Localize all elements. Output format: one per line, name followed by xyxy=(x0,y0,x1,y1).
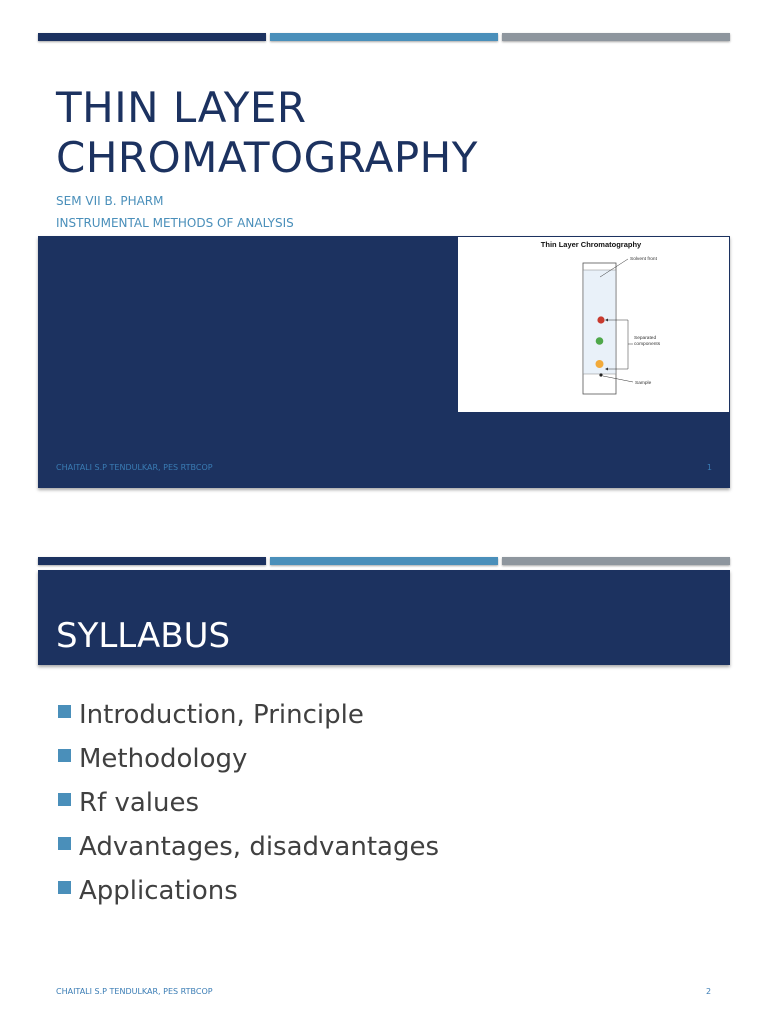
list-item xyxy=(58,830,439,874)
diagram-title: Thin Layer Chromatography xyxy=(540,240,642,249)
syllabus-heading: SYLLABUS xyxy=(56,616,231,656)
accent-bar-navy xyxy=(38,33,266,41)
bullet-square-icon xyxy=(58,793,71,806)
list-item-text: Methodology xyxy=(79,744,248,774)
bullet-square-icon xyxy=(58,881,71,894)
accent-bars xyxy=(38,33,730,41)
accent-bar-gray xyxy=(502,557,730,565)
label-components: components xyxy=(634,342,661,347)
list-item-text: Introduction, Principle xyxy=(79,700,364,730)
accent-bars-slide2 xyxy=(38,557,730,565)
list-item xyxy=(58,742,439,786)
accent-bar-gray xyxy=(502,33,730,41)
accent-bar-blue xyxy=(270,33,498,41)
spot-green xyxy=(596,337,604,345)
footer-page-number: 1 xyxy=(706,463,712,472)
label-solvent-front: Solvent front xyxy=(630,257,657,262)
subtitle-subject: INSTRUMENTAL METHODS OF ANALYSIS xyxy=(56,216,294,230)
footer-author: CHAITALI S.P TENDULKAR, PES RTBCOP xyxy=(56,463,213,472)
footer-author-slide2: CHAITALI S.P TENDULKAR, PES RTBCOP xyxy=(56,987,213,996)
list-item xyxy=(58,874,439,918)
sample-point xyxy=(599,373,602,376)
list-item xyxy=(58,698,439,742)
accent-bar-blue xyxy=(270,557,498,565)
title-line-1: THIN LAYER xyxy=(56,83,307,132)
syllabus-header xyxy=(38,570,730,665)
bullet-square-icon xyxy=(58,837,71,850)
title-panel xyxy=(38,236,730,488)
list-item xyxy=(58,786,439,830)
list-item-text: Rf values xyxy=(79,788,200,818)
tlc-diagram xyxy=(458,237,729,412)
syllabus-list xyxy=(58,698,439,918)
footer-page-number-slide2: 2 xyxy=(706,987,712,996)
spot-red xyxy=(597,316,604,323)
bullet-square-icon xyxy=(58,749,71,762)
subtitle-course: SEM VII B. PHARM xyxy=(56,194,164,208)
label-separated: Separated xyxy=(634,336,657,341)
slide-title xyxy=(56,83,478,183)
list-item-text: Advantages, disadvantages xyxy=(79,832,440,862)
bullet-square-icon xyxy=(58,705,71,718)
title-line-2: CHROMATOGRAPHY xyxy=(56,133,478,182)
tlc-diagram-svg xyxy=(458,237,729,412)
label-sample: Sample xyxy=(635,381,652,386)
title-slide xyxy=(0,0,768,500)
spot-orange xyxy=(596,360,604,368)
list-item-text: Applications xyxy=(79,876,238,906)
accent-bar-navy xyxy=(38,557,266,565)
